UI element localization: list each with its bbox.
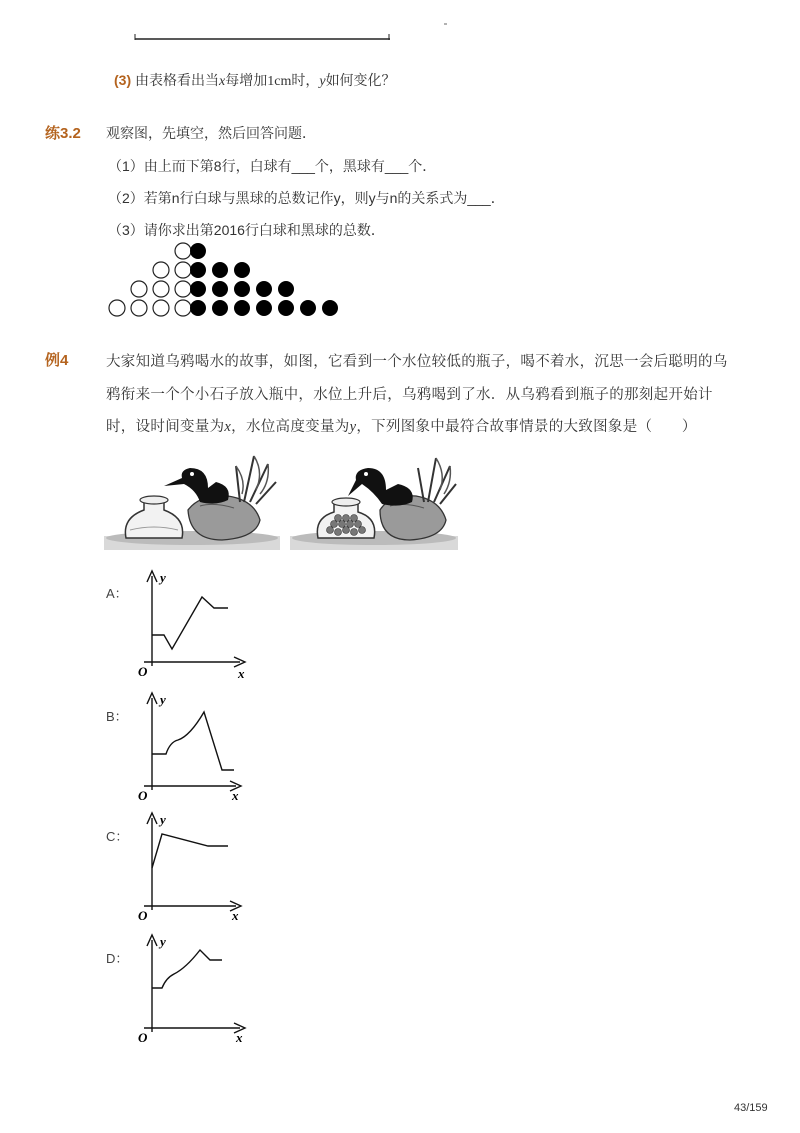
black-ball	[234, 300, 250, 316]
option-c-graph[interactable]	[130, 810, 250, 925]
variable-y: y	[319, 74, 326, 89]
white-ball	[153, 300, 169, 316]
ball-pattern-figure	[100, 240, 350, 325]
question-3-text-a: 由表格看出当	[135, 72, 220, 88]
option-b-graph[interactable]	[130, 690, 250, 805]
x-axis-label: x	[232, 908, 239, 923]
origin-label: O	[138, 664, 148, 679]
variable-x: x	[224, 419, 232, 435]
origin-label: O	[138, 788, 148, 803]
black-ball	[278, 281, 294, 297]
option-a-graph[interactable]	[130, 568, 250, 683]
crow-illustration-before	[104, 446, 280, 552]
table-bottom-border	[130, 20, 460, 44]
x-axis-label: x	[238, 666, 245, 681]
black-ball	[212, 281, 228, 297]
variable-y: y	[349, 419, 357, 435]
example-line-3-b: ，水位高度变量为	[231, 419, 350, 435]
origin-label: O	[138, 1030, 148, 1045]
question-3-text-c: 时，	[291, 72, 320, 88]
white-ball	[131, 281, 147, 297]
example-line-3-c: ，下列图象中最符合故事情景的大致图象是（ ）	[356, 419, 697, 435]
example-line-2: 鸦衔来一个个小石子放入瓶中，水位上升后，乌鸦喝到了水．从乌鸦看到瓶子的那刻起开始计	[106, 387, 713, 403]
unit-label: 1cm	[267, 74, 292, 89]
example-line-3-a: 时，设时间变量为	[106, 419, 225, 435]
y-axis-label: y	[160, 812, 166, 827]
white-ball	[153, 262, 169, 278]
black-ball	[256, 281, 272, 297]
black-ball	[190, 300, 206, 316]
black-ball	[212, 300, 228, 316]
white-ball	[175, 243, 191, 259]
option-c-label[interactable]: C：	[106, 829, 129, 844]
curve-a	[152, 597, 228, 649]
example-line-3	[106, 415, 697, 436]
black-ball	[190, 262, 206, 278]
practice-item-3: （3）请你求出第2016行白球和黑球的总数．	[108, 222, 385, 238]
y-axis-label: y	[160, 570, 166, 585]
origin-label: O	[138, 908, 148, 923]
black-ball	[278, 300, 294, 316]
black-ball	[212, 262, 228, 278]
black-ball	[190, 243, 206, 259]
y-axis-label: y	[160, 692, 166, 707]
question-3-number: (3)	[114, 72, 132, 88]
black-ball	[300, 300, 316, 316]
white-ball	[109, 300, 125, 316]
curve-b	[152, 712, 234, 770]
example-line-1: 大家知道乌鸦喝水的故事，如图，它看到一个水位较低的瓶子，喝不着水，沉思一会后聪明的乌	[106, 354, 728, 370]
black-ball	[234, 281, 250, 297]
white-ball	[153, 281, 169, 297]
white-ball	[131, 300, 147, 316]
black-ball	[256, 300, 272, 316]
option-b-label[interactable]: B：	[106, 709, 128, 724]
variable-x: x	[219, 74, 226, 89]
white-ball	[175, 262, 191, 278]
crow-illustration-after	[290, 446, 458, 552]
x-axis-label: x	[236, 1030, 243, 1045]
curve-c	[152, 834, 228, 868]
practice-item-1: （1）由上而下第8行，白球有___个，黑球有___个．	[108, 158, 437, 174]
question-3-line	[114, 70, 396, 90]
x-axis-label: x	[232, 788, 239, 803]
practice-label: 练3.2	[45, 125, 81, 142]
black-ball	[322, 300, 338, 316]
option-d-graph[interactable]	[130, 932, 250, 1047]
practice-intro: 观察图，先填空，然后回答问题．	[106, 125, 316, 141]
question-3-text-d: 如何变化？	[325, 72, 396, 88]
page-number: 43/159	[734, 1102, 768, 1114]
option-d-label[interactable]: D：	[106, 951, 129, 966]
curve-d	[152, 950, 222, 988]
black-ball	[190, 281, 206, 297]
option-a-label[interactable]: A：	[106, 586, 128, 601]
example-label: 例4	[45, 352, 69, 369]
question-3-text-b: 每增加	[225, 72, 268, 88]
y-axis-label: y	[160, 934, 166, 949]
black-ball	[234, 262, 250, 278]
white-ball	[175, 281, 191, 297]
white-ball	[175, 300, 191, 316]
practice-item-2: （2）若第n行白球与黑球的总数记作y，则y与n的关系式为___．	[108, 190, 505, 206]
